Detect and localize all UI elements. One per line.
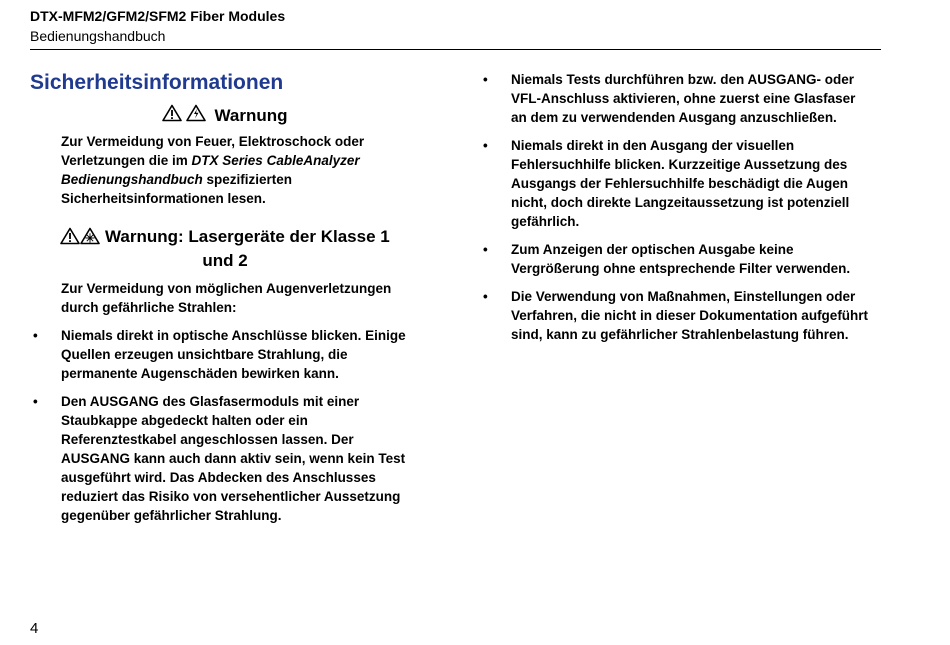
laser-warning-line2: und 2 bbox=[202, 251, 248, 270]
page-header bbox=[30, 6, 881, 46]
laser-warning-heading bbox=[30, 226, 420, 271]
left-column bbox=[30, 68, 420, 534]
warning-heading bbox=[30, 104, 420, 127]
bullet-icon: • bbox=[483, 242, 488, 257]
document-title: DTX-MFM2/GFM2/SFM2 Fiber Modules bbox=[30, 8, 286, 24]
list-item: • Zum Anzeigen der optischen Ausgabe keine Vergrößerung ohne entsprechende Filter verwenden. bbox=[483, 242, 851, 276]
laser-radiation-icon bbox=[80, 227, 100, 250]
header-divider bbox=[30, 49, 881, 50]
warning-text: Zur Vermeidung von Feuer, Elektroschock oder Verletzungen die im DTX Series CableAnalyzer Bedienungshandbuch spezifizierten Sicherheitsinformationen lesen. bbox=[61, 134, 365, 206]
list-item: • Niemals Tests durchführen bzw. den AUSGANG- oder VFL-Anschluss aktivieren, ohne zuerst eine Glasfaser an dem zu verwendenden Ausgang anzuschließen. bbox=[483, 72, 856, 125]
bullet-icon: • bbox=[483, 289, 488, 304]
bullet-icon: • bbox=[33, 394, 38, 409]
right-column bbox=[480, 70, 870, 353]
warning-triangle-icon bbox=[60, 227, 80, 250]
warning-heading-text: Warnung bbox=[214, 106, 288, 125]
list-item: • Niemals direkt in den Ausgang der visuellen Fehlersuchhilfe blicken. Kurzzeitige Aussetzung des Ausgangs der Fehlersuchhilfe beschädigt die Augen nicht, doch direkte Langzeitaussetzung ist potenziell gefährlich. bbox=[483, 138, 850, 229]
bullet-icon: • bbox=[483, 138, 488, 153]
bullet-icon: • bbox=[483, 72, 488, 87]
warning-triangle-icon bbox=[162, 104, 182, 127]
list-item: • Niemals direkt in optische Anschlüsse blicken. Einige Quellen erzeugen unsichtbare Strahlung, die permanente Augenschäden bewirken kann. bbox=[33, 328, 406, 381]
laser-warning-line1: Warnung: Lasergeräte der Klasse 1 bbox=[105, 227, 390, 246]
left-bullet-list bbox=[30, 326, 420, 525]
right-bullet-list bbox=[480, 70, 870, 344]
list-item: • Den AUSGANG des Glasfasermoduls mit einer Staubkappe abgedeckt halten oder ein Referenztestkabel angeschlossen lassen. Der AUSGANG kann auch dann aktiv sein, wenn kein Test ausgeführt wird. Das Abdecken des Anschlusses reduziert das Risiko von versehentlicher Aussetzung gegenüber gefährlicher Strahlung. bbox=[33, 394, 406, 523]
bullet-icon: • bbox=[33, 328, 38, 343]
manual-reference: DTX Series CableAnalyzer Bedienungshandbuch bbox=[61, 153, 360, 187]
section-title: Sicherheitsinformationen bbox=[30, 71, 284, 94]
list-item: • Die Verwendung von Maßnahmen, Einstellungen oder Verfahren, die nicht in dieser Dokumentation aufgeführt sind, kann zu gefährlicher Strahlenbelastung führen. bbox=[483, 289, 869, 342]
page-number: 4 bbox=[30, 620, 39, 637]
laser-warning-intro: Zur Vermeidung von möglichen Augenverletzungen durch gefährliche Strahlen: bbox=[61, 281, 392, 315]
electric-shock-icon bbox=[186, 104, 206, 127]
document-subtitle: Bedienungshandbuch bbox=[30, 28, 166, 44]
